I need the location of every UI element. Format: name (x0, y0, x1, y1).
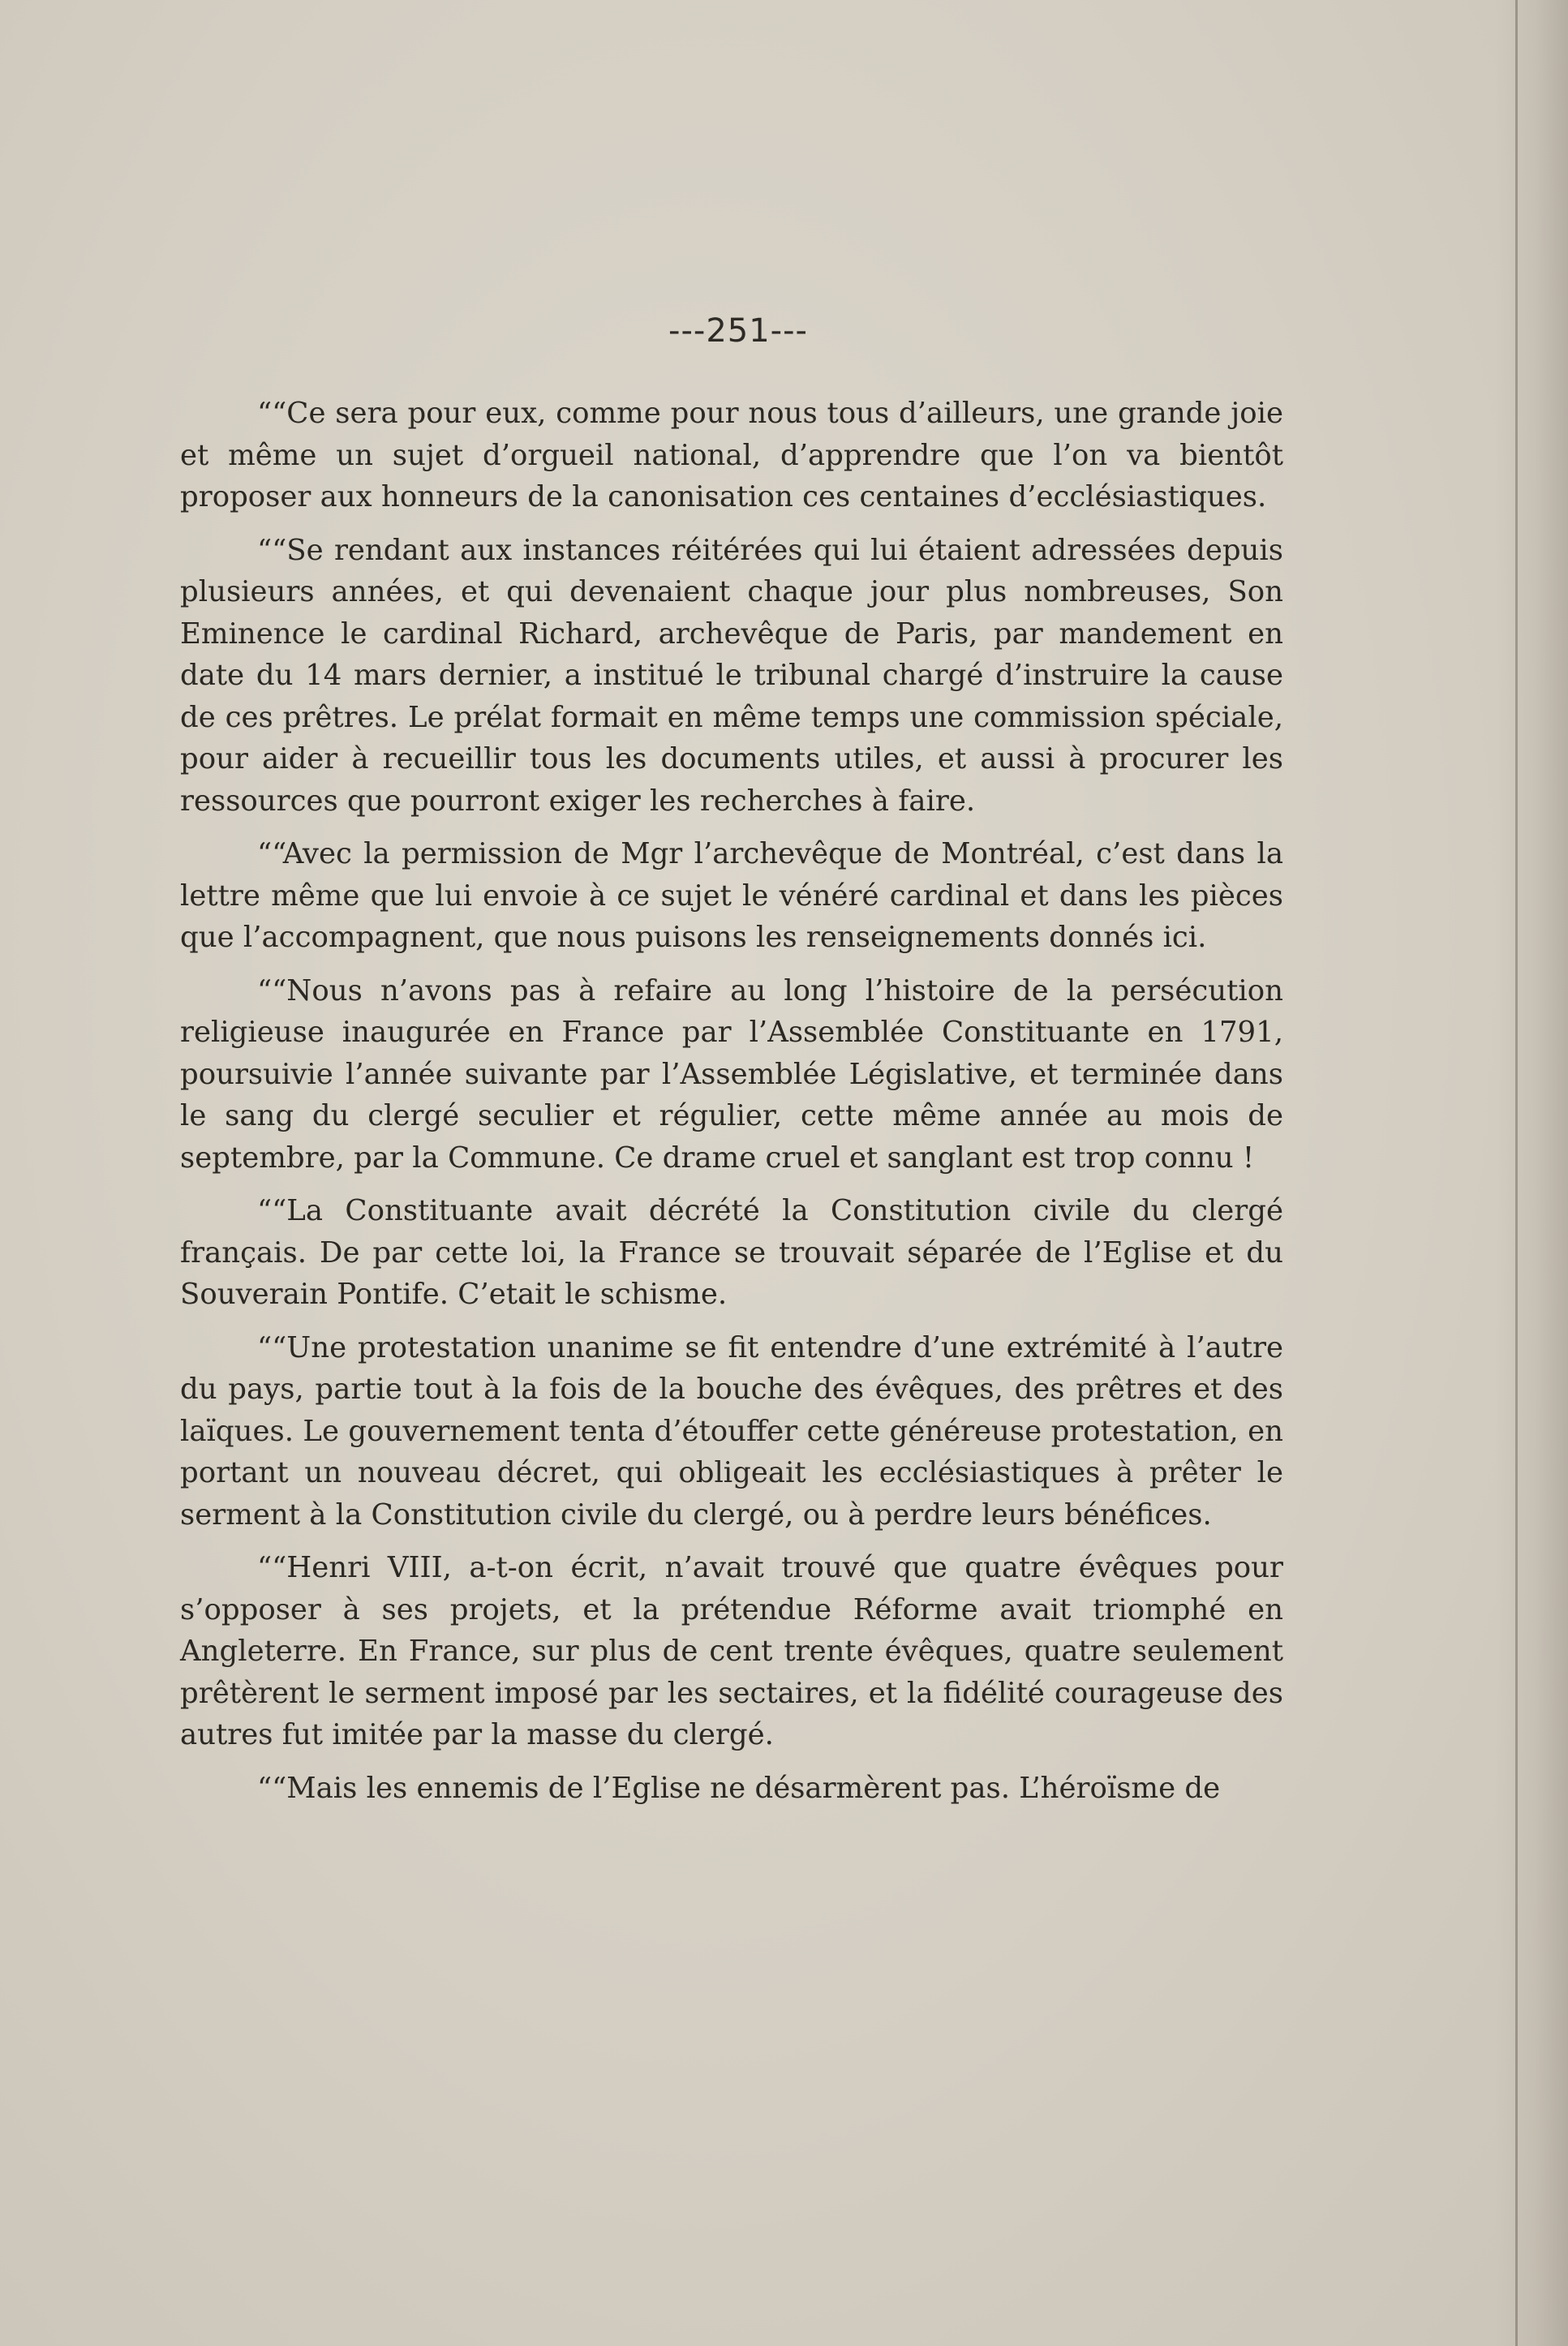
page-edge-line (1515, 0, 1518, 2346)
paragraph: ““Une protestation unanime se fit entendre d’une extrémité à l’autre du pays, partie tout à la fois de la bouche des évêques, des prêtres et des laïques. Le gouvernement tenta d’étouffer cette généreuse protestation, en portant un nouveau décret, qui obligeait les ecclésiastiques à prêter le serment à la Constitution civile du clergé, ou à perdre leurs bénéfices. (180, 1330, 1283, 1532)
paragraph: ““Ce sera pour eux, comme pour nous tous d’ailleurs, une grande joie et même un sujet d’orgueil national, d’apprendre que l’on va bientôt proposer aux honneurs de la canonisation ces centaines d’ecclésiastiques. (180, 397, 1283, 513)
paragraph-continued: ““Mais les ennemis de l’Eglise ne désarmèrent pas. L’héroïsme de (257, 1771, 1221, 1805)
paragraph: ““Nous n’avons pas à refaire au long l’histoire de la persécution religieuse inaugurée en France par l’Assemblée Constituante en 1791, poursuivie l’année suivante par l’Assemblée Législative, et terminée dans le sang du clergé seculier et régulier, cette même année au mois de septembre, par la Commune. Ce drame cruel et sanglant est trop connu ! (180, 973, 1283, 1175)
paragraph: ““Henri VIII, a-t-on écrit, n’avait trouvé que quatre évêques pour s’opposer à ses projets, et la prétendue Réforme avait triomphé en Angleterre. En France, sur plus de cent trente évêques, quatre seulement prêtèrent le serment imposé par les sectaires, et la fidélité courageuse des autres fut imitée par la masse du clergé. (180, 1551, 1283, 1751)
body-text (180, 393, 1283, 1820)
paragraph: ““La Constituante avait décrété la Constitution civile du clergé français. De par cette loi, la France se trouvait séparée de l’Eglise et du Souverain Pontife. C’etait le schisme. (180, 1194, 1283, 1311)
page-number: ---251--- (668, 312, 808, 350)
paragraph: ““Se rendant aux instances réitérées qui lui étaient adressées depuis plusieurs années, et qui devenaient chaque jour plus nombreuses, Son Eminence le cardinal Richard, archevêque de Paris, par mandement en date du 14 mars dernier, a institué le tribunal chargé d’instruire la cause de ces prêtres. Le prélat formait en même temps une commission spéciale, pour aider à recueillir tous les documents utiles, et aussi à procurer les ressources que pourront exiger les recherches à faire. (180, 533, 1283, 818)
page-edge-shadow (1495, 0, 1568, 2346)
paragraph: ““Avec la permission de Mgr l’archevêque de Montréal, c’est dans la lettre même que lui envoie à ce sujet le vénéré cardinal et dans les pièces que l’accompagnent, que nous puisons les renseignements donnés ici. (180, 837, 1283, 954)
